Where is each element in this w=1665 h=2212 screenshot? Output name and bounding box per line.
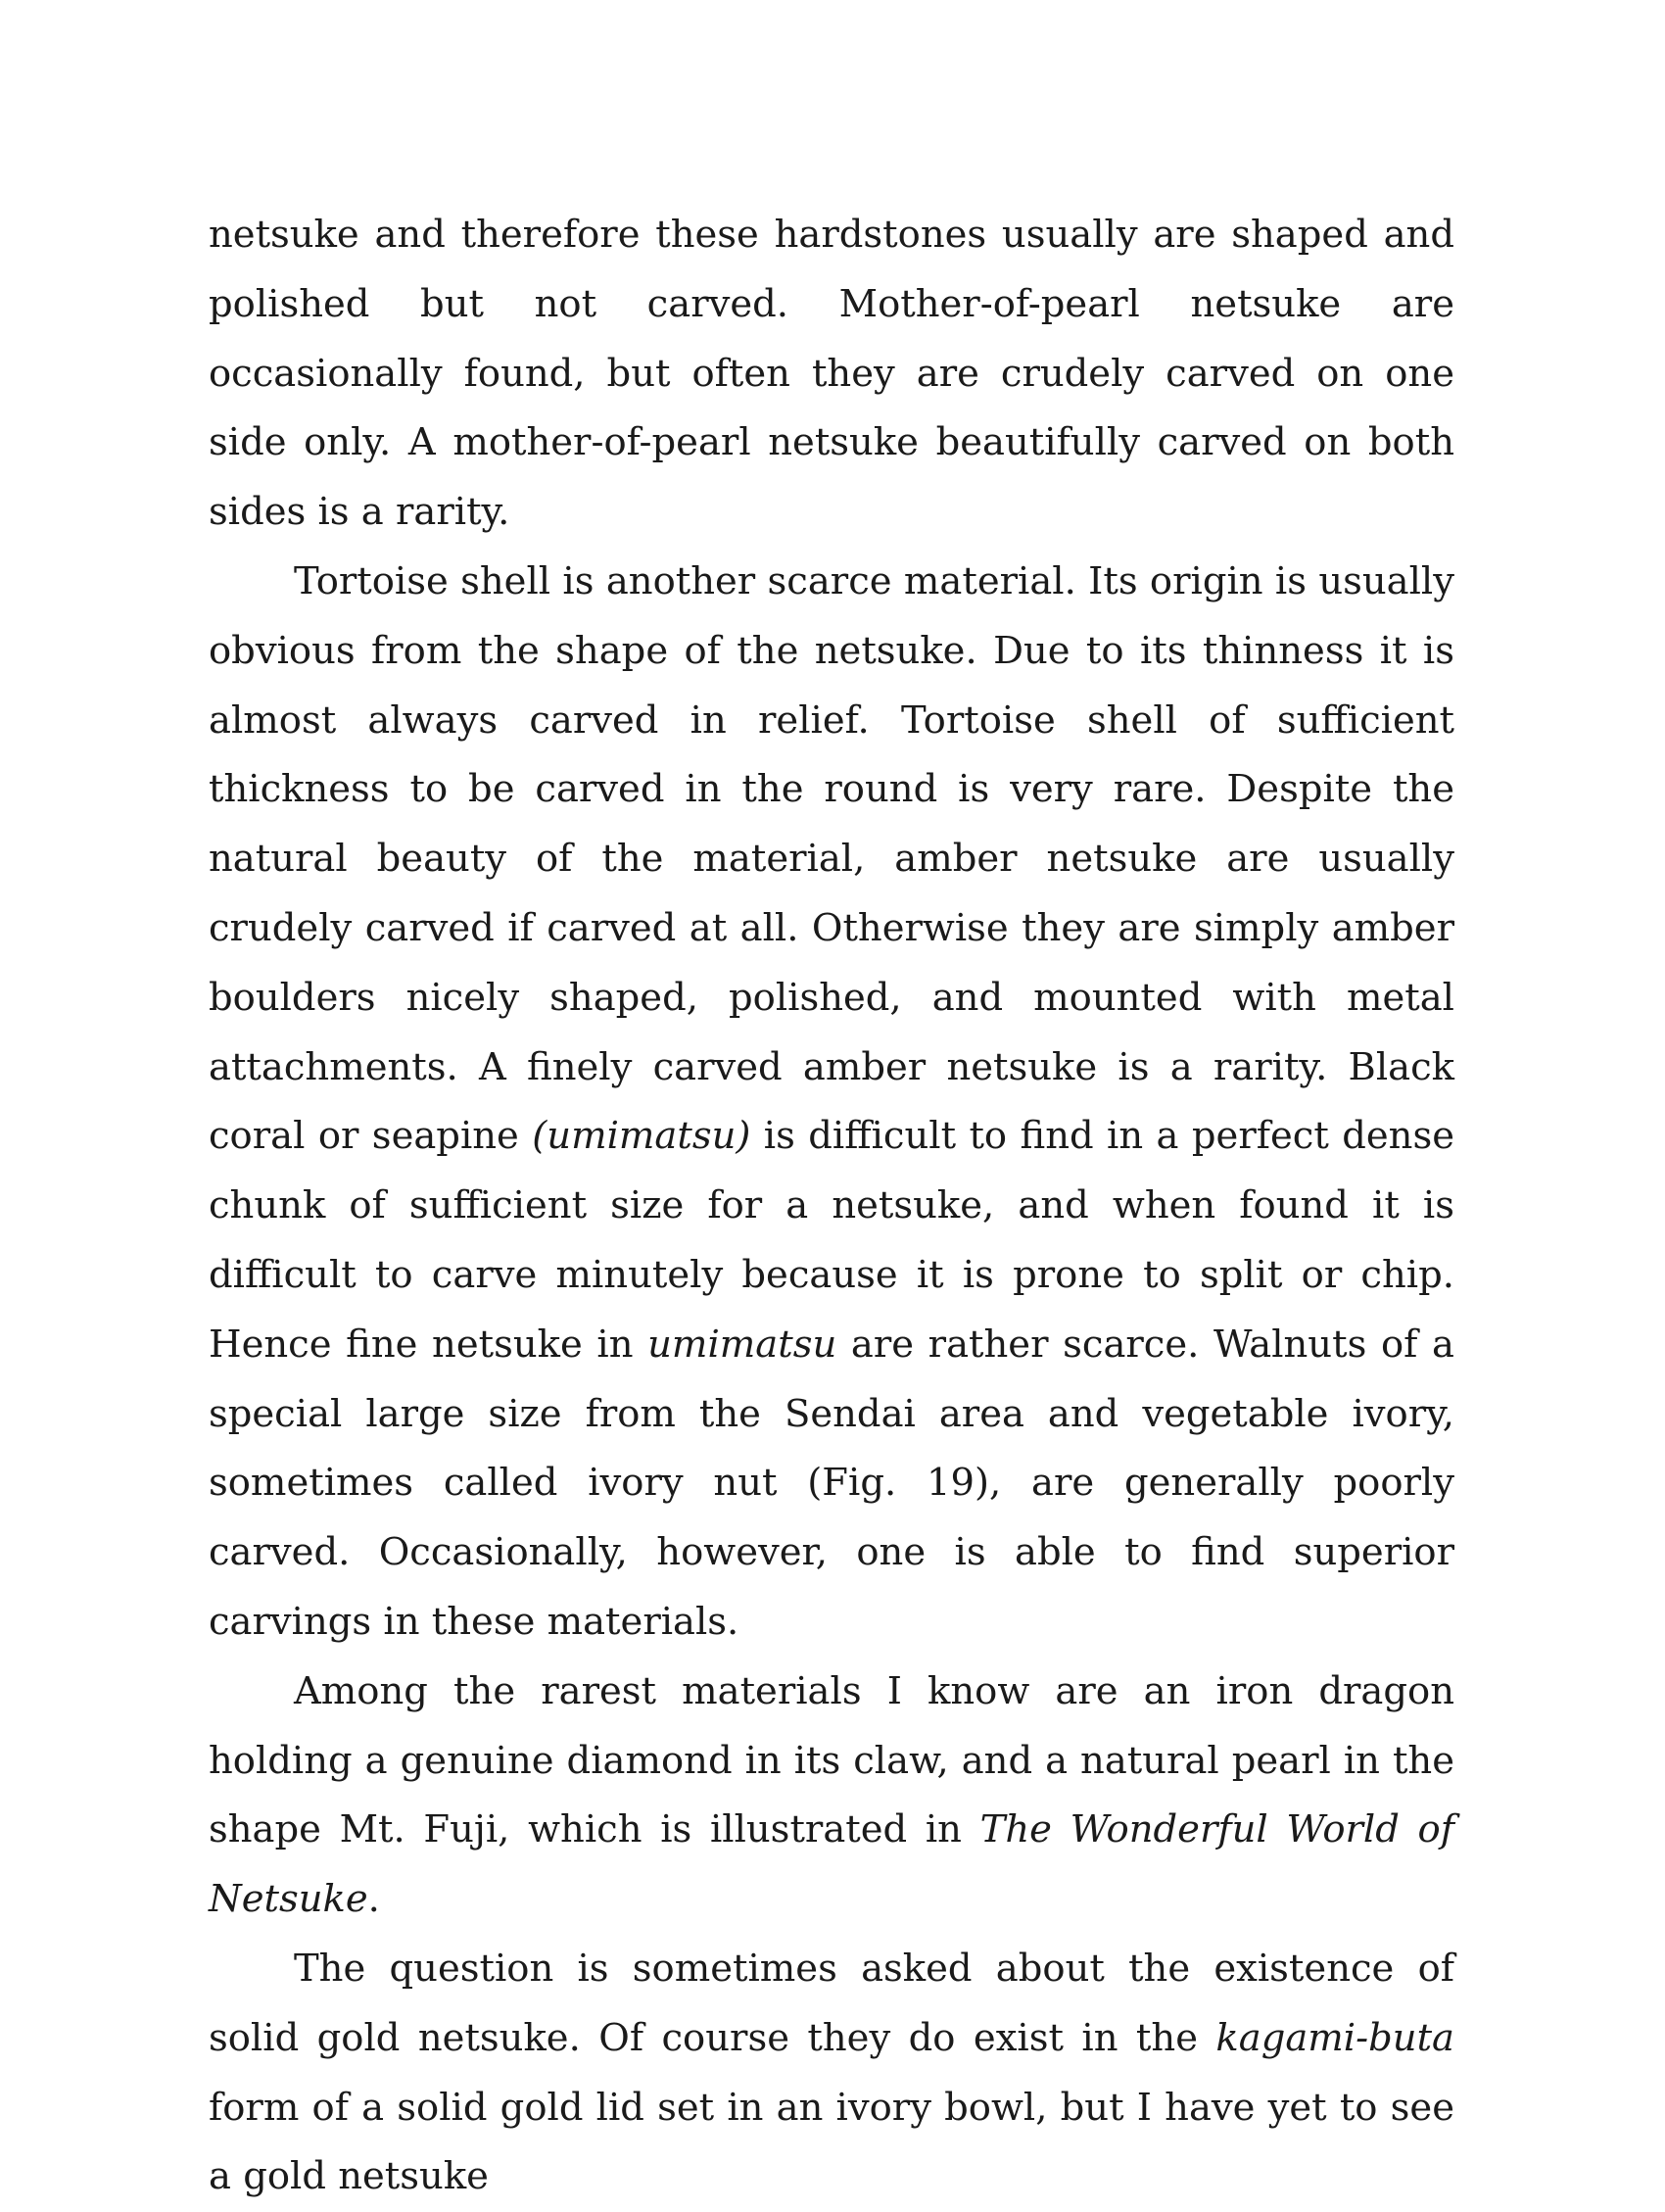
italic-term: (umimatsu)	[532, 1114, 751, 1159]
text-run: form of a solid gold lid set in an ivory bowl, but I have yet to see a gold netsuke	[209, 2085, 1454, 2199]
text-run: netsuke and therefore these hardstones usually are shaped and polished but not carved. Mother-of-pearl netsuke are occasionally found, but often they are crudely carved on one side only. A mother-of-pearl netsuke beautifully carved on both sides is a rarity.	[209, 213, 1454, 535]
text-run: is difficult to find in a perfect dense chunk of sufficient size for a netsuke, and when found it is difficult to carve minutely because it is prone to split or chip. Hence fine netsuke in	[209, 1114, 1454, 1367]
body-text	[209, 201, 1454, 2212]
text-run: The question is sometimes asked about the existence of solid gold netsuke. Of course they do exist in the	[209, 1946, 1454, 2060]
text-run: Among the rarest materials I know are an iron dragon holding a genuine diamond in its claw, and a natural pearl in the shape Mt. Fuji, which is illustrated in	[209, 1668, 1454, 1852]
text-run: .	[367, 1877, 380, 1922]
text-run: are rather scarce. Walnuts of a special large size from the Sendai area and vegetable ivory, sometimes called ivory nut (Fig. 19), are generally poorly carved. Occasionally, however, one is able to find superior carvings in these materials.	[209, 1322, 1454, 1644]
paragraph	[209, 1658, 1454, 1935]
italic-book-title: The Wonderful World of Netsuke	[209, 1807, 1454, 1922]
italic-term: umimatsu	[647, 1322, 837, 1367]
paragraph	[209, 1935, 1454, 2212]
italic-term: kagami-buta	[1215, 2015, 1454, 2060]
text-run: Tortoise shell is another scarce material. Its origin is usually obvious from the shape of the netsuke. Due to its thinness it is almost always carved in relief. Tortoise shell of sufficient thickness to be carved in the round is very rare. Despite the natural beauty of the material, amber netsuke are usually crudely carved if carved at all. Otherwise they are simply amber boulders nicely shaped, polished, and mounted with metal attachments. A finely carved amber netsuke is a rarity. Black coral or seapine	[209, 558, 1454, 1159]
paragraph	[209, 548, 1454, 1658]
paragraph	[209, 201, 1454, 548]
